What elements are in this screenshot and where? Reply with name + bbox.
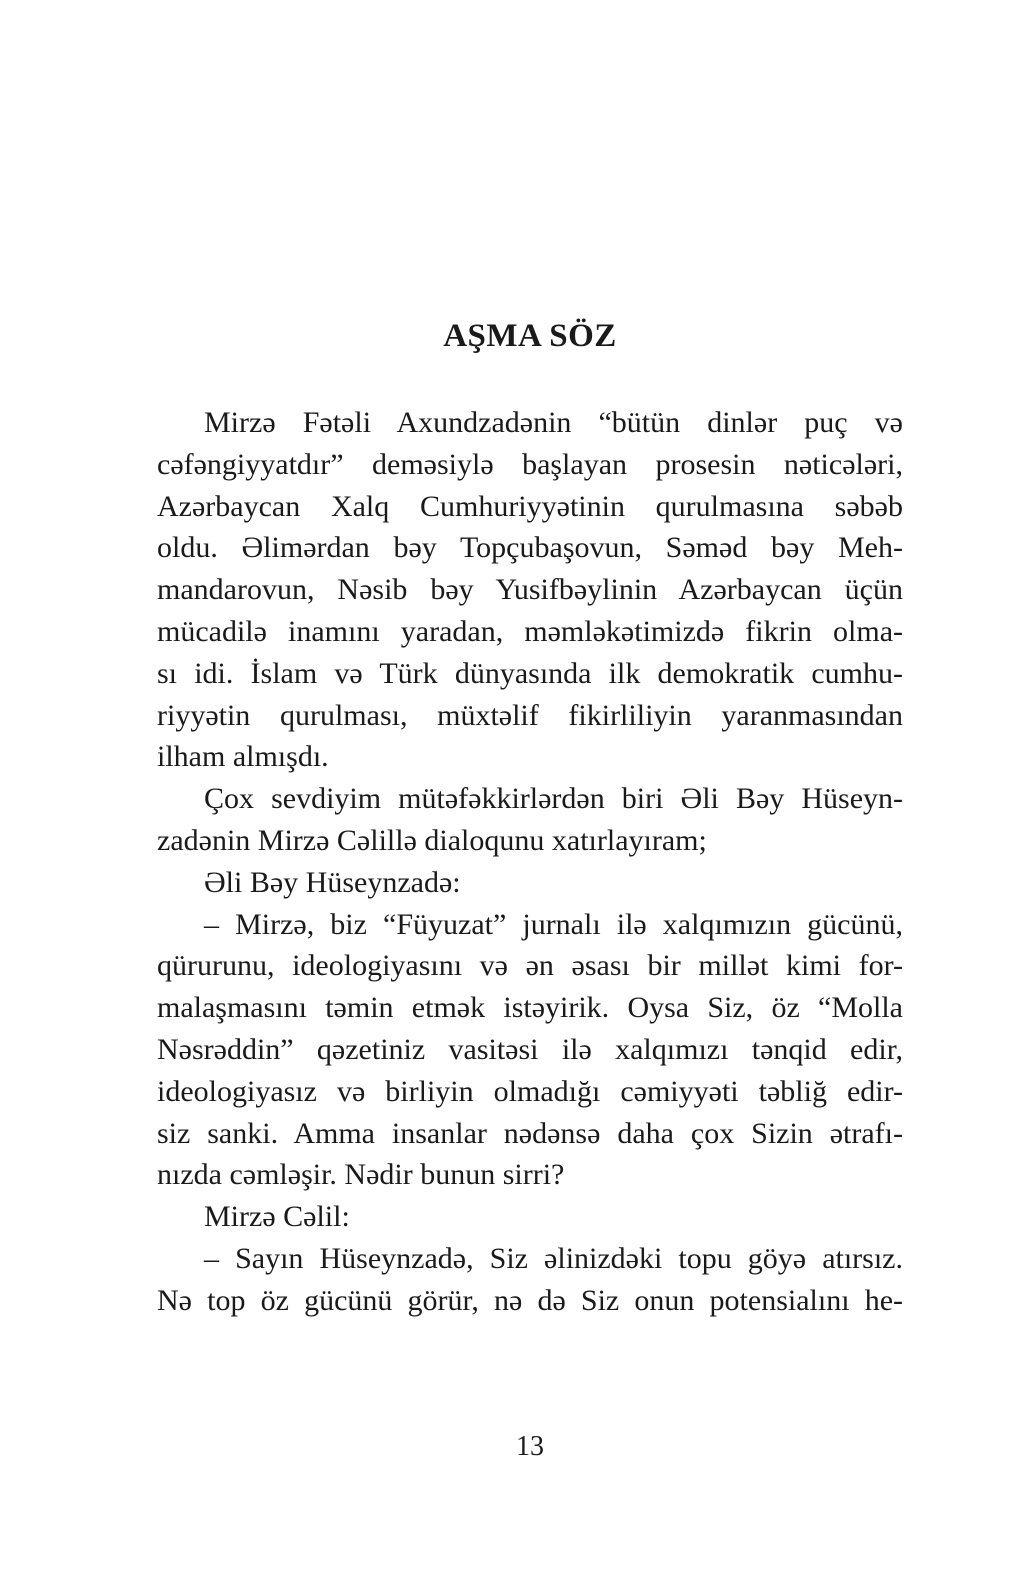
text-line: malaşmasını təmin etmək istəyirik. Oysa Siz, öz “Molla: [157, 991, 903, 1025]
text-line: Nəsrəddin” qəzetiniz vasitəsi ilə xalqımızı tənqid edir,: [157, 1032, 903, 1066]
text-line: Əli Bəy Hüseynzadə:: [204, 865, 461, 899]
text-line: – Sayın Hüseynzadə, Siz əlinizdəki topu göyə atırsız.: [204, 1241, 903, 1275]
text-line: mücadilə inamını yaradan, məmləkətimizdə fikrin olma-: [157, 614, 903, 648]
text-line: oldu. Əlimərdan bəy Topçubaşovun, Səməd bəy Meh-: [157, 531, 903, 565]
text-line: riyyətin qurulması, müxtəlif fikirliliyin yaranmasından: [157, 698, 903, 732]
text-line: nızda cəmləşir. Nədir bunun sirri?: [157, 1158, 565, 1192]
text-line: qürurunu, ideologiyasını və ən əsası bir millət kimi for-: [157, 949, 903, 983]
text-line: zadənin Mirzə Cəlillə dialoqunu xatırlayıram;: [157, 823, 707, 857]
text-line: Çox sevdiyim mütəfəkkirlərdən biri Əli Bəy Hüseyn-: [204, 782, 903, 816]
text-line: Mirzə Cəlil:: [204, 1200, 350, 1234]
text-line: ilham almışdı.: [157, 740, 329, 774]
body-text: [157, 402, 903, 1322]
text-line: – Mirzə, biz “Füyuzat” jurnalı ilə xalqımızın gücünü,: [204, 907, 903, 941]
text-line: Azərbaycan Xalq Cumhuriyyətinin qurulmasına səbəb: [157, 489, 903, 523]
text-line: cəfəngiyyatdır” deməsiylə başlayan prosesin nəticələri,: [157, 447, 903, 481]
text-line: ideologiyasız və birliyin olmadığı cəmiyyəti təbliğ edir-: [157, 1074, 903, 1108]
chapter-title: AŞMA SÖZ: [443, 318, 617, 354]
text-line: Mirzə Fətəli Axundzadənin “bütün dinlər puç və: [204, 406, 903, 439]
text-line: siz sanki. Amma insanlar nədənsə daha çox Sizin ətrafı-: [157, 1116, 903, 1150]
text-line: Nə top öz gücünü görür, nə də Siz onun potensialını he-: [157, 1283, 903, 1317]
text-line: sı idi. İslam və Türk dünyasında ilk demokratik cumhu-: [157, 656, 903, 690]
page-number: 13: [516, 1431, 544, 1462]
text-line: mandarovun, Nəsib bəy Yusifbəylinin Azərbaycan üçün: [157, 573, 903, 607]
